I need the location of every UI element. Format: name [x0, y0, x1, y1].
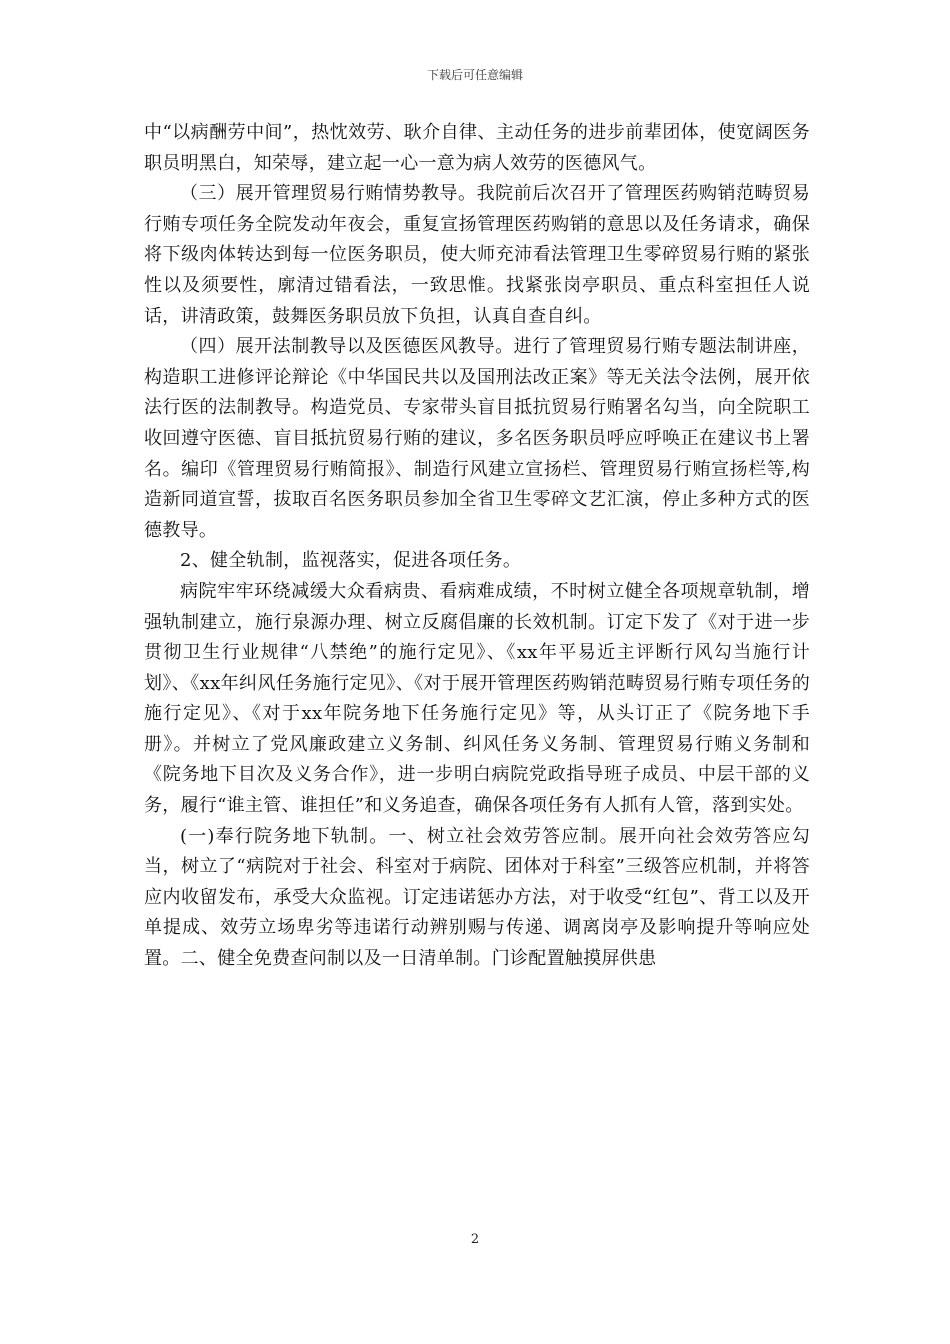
paragraph: （三）展开管理贸易行贿情势教导。我院前后次召开了管理医药购销范畴贸易行贿专项任务全院发动年夜会，重复宣扬管理医药购销的意思以及任务请求，确保将下级肉体转达到每一位医务职员，使大师充沛看法管理卫生零碎贸易行贿的紧张性以及须要性，廓清过错看法，一致思惟。找紧张岗亭职员、重点科室担任人说话，讲清政策，鼓舞医务职员放下负担，认真自查自纠。	[144, 183, 810, 327]
paragraph: （四）展开法制教导以及医德医风教导。进行了管理贸易行贿专题法制讲座，构造职工进修评论辩论《中华国民共以及国刑法改正案》等无关法令法例，展开依法行医的法制教导。构造党员、专家带头盲目抵抗贸易行贿署名勾当，向全院职工收回遵守医德、盲目抵抗贸易行贿的建议，多名医务职员呼应呼唤正在建议书上署名。编印《管理贸易行贿简报》、制造行风建立宣扬栏、管理贸易行贿宣扬栏等,构造新同道宣誓，拔取百名医务职员参加全省卫生零碎文艺汇演，停止多种方式的医德教导。	[144, 336, 810, 541]
page-number: 2	[470, 1232, 480, 1247]
paragraph: (一)奉行院务地下轨制。一、树立社会效劳答应制。展开向社会效劳答应勾当，树立了“病院对于社会、科室对于病院、团体对于科室”三级答应机制，并将答应内收留发布，承受大众监视。订定违诺惩办方法，对于收受“红包”、背工以及开单提成、效劳立场卑劣等违诺行动辨别赐与传递、调离岗亭及影响提升等响应处置。二、健全免费查问制以及一日清单制。门诊配置触摸屏供患	[144, 825, 810, 970]
page-header: 下载后可任意编辑	[426, 68, 523, 82]
document-body	[144, 118, 810, 975]
paragraph: 病院牢牢环绕减缓大众看病贵、看病难成绩，不时树立健全各项规章轨制，增强轨制建立，施行泉源办理、树立反腐倡廉的长效机制。订定下发了《对于进一步贯彻卫生行业规律“八禁绝”的施行定见》、《xx年平易近主评断行风勾当施行计划》、《xx年纠风任务施行定见》、《对于展开管理医药购销范畴贸易行贿专项任务的施行定见》、《对于xx年院务地下任务施行定见》等，从头订正了《院务地下手册》。并树立了党风廉政建立义务制、纠风任务义务制、管理贸易行贿义务制和《院务地下目次及义务合作》，进一步明白病院党政指导班子成员、中层干部的义务，履行“谁主管、谁担任”和义务追查，确保各项任务有人抓有人管，落到实处。	[144, 580, 810, 817]
paragraph: 2、健全轨制，监视落实，促进各项任务。	[180, 550, 522, 572]
paragraph: 中“以病酬劳中间”，热忱效劳、耿介自律、主动任务的进步前辈团体，使宽阔医务职员明黑白，知荣辱，建立起一心一意为病人效劳的医德风气。	[144, 122, 810, 174]
